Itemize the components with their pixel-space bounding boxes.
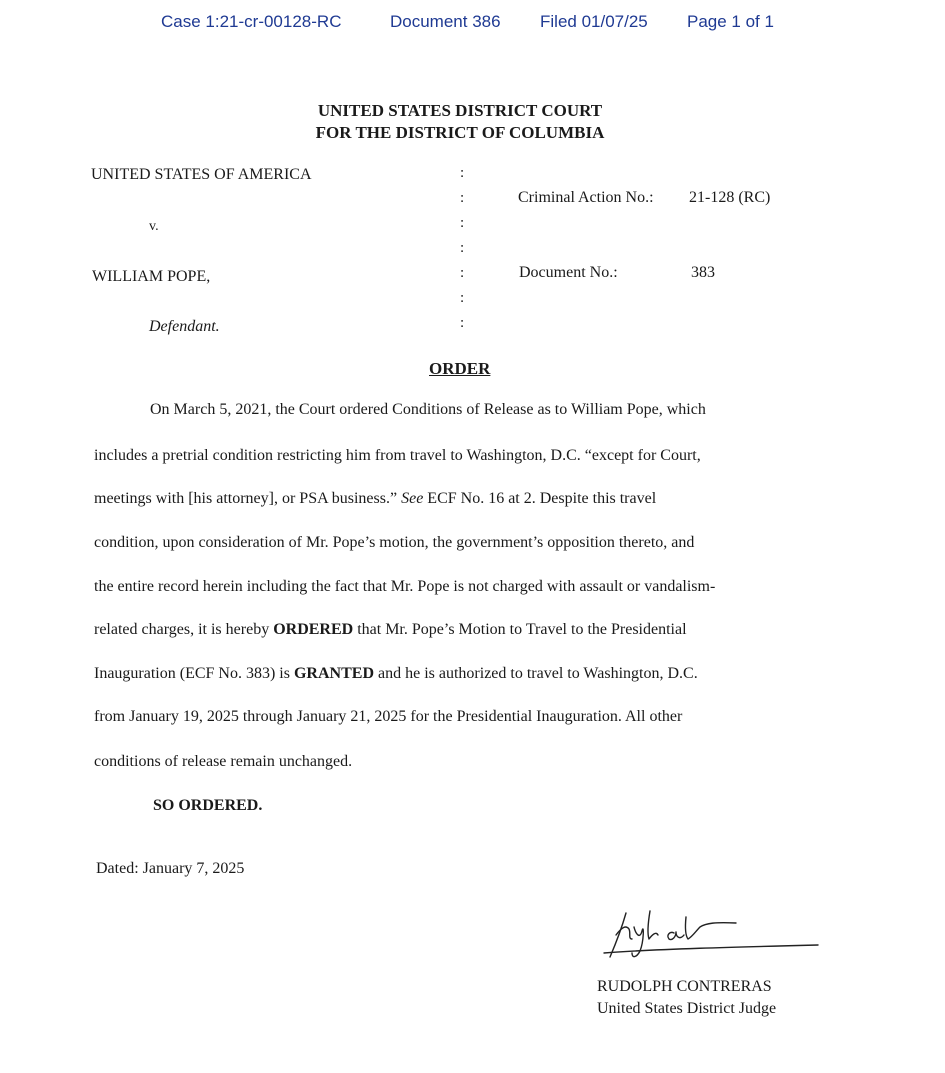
judge-signature: [596, 905, 826, 970]
caption-defendant-role: Defendant.: [149, 318, 220, 335]
document-number-label: Document No.:: [519, 264, 618, 281]
header-page-number: Page 1 of 1: [687, 12, 774, 31]
caption-colon: :: [460, 190, 465, 206]
criminal-action-number: 21-128 (RC): [689, 189, 771, 206]
header-filed-date: Filed 01/07/25: [540, 12, 648, 31]
caption-colon: :: [460, 240, 465, 256]
caption-colon: :: [460, 265, 465, 281]
order-body-line-6: related charges, it is hereby ORDERED that Mr. Pope’s Motion to Travel to the Presidential: [94, 621, 687, 638]
caption-defendant-name: WILLIAM POPE,: [92, 268, 211, 285]
dated-line: Dated: January 7, 2025: [96, 860, 245, 877]
order-body-line-8: from January 19, 2025 through January 21, 2025 for the Presidential Inauguration. All other: [94, 708, 683, 725]
order-body-line-5: the entire record herein including the fact that Mr. Pope is not charged with assault or vandalism-: [94, 578, 716, 595]
caption-colon: :: [460, 165, 465, 181]
order-body-line-4: condition, upon consideration of Mr. Pope’s motion, the government’s opposition thereto, and: [94, 534, 695, 551]
judge-name: RUDOLPH CONTRERAS: [597, 978, 772, 995]
court-title-line2: FOR THE DISTRICT OF COLUMBIA: [315, 123, 605, 142]
order-title: ORDER: [429, 359, 491, 378]
judge-title: United States District Judge: [597, 1000, 777, 1017]
caption-colon: :: [460, 290, 465, 306]
order-body-line-2: includes a pretrial condition restricting him from travel to Washington, D.C. “except for Court,: [94, 447, 701, 464]
header-case-number: Case 1:21-cr-00128-RC: [161, 12, 342, 31]
court-title-line1: UNITED STATES DISTRICT COURT: [317, 101, 603, 120]
order-body-line-7: Inauguration (ECF No. 383) is GRANTED and he is authorized to travel to Washington, D.C.: [94, 665, 698, 682]
caption-versus: v.: [149, 219, 159, 234]
caption-colon: :: [460, 315, 465, 331]
so-ordered: SO ORDERED.: [153, 797, 263, 814]
document-number-value: 383: [691, 264, 715, 281]
caption-plaintiff: UNITED STATES OF AMERICA: [91, 166, 312, 183]
order-body-line-9: conditions of release remain unchanged.: [94, 753, 353, 770]
caption-colon: :: [460, 215, 465, 231]
order-body-line-1: On March 5, 2021, the Court ordered Conditions of Release as to William Pope, which: [150, 401, 706, 418]
header-document-number: Document 386: [390, 12, 501, 31]
criminal-action-label: Criminal Action No.:: [518, 189, 654, 206]
order-body-line-3: meetings with [his attorney], or PSA business.” See ECF No. 16 at 2. Despite this travel: [94, 490, 657, 507]
